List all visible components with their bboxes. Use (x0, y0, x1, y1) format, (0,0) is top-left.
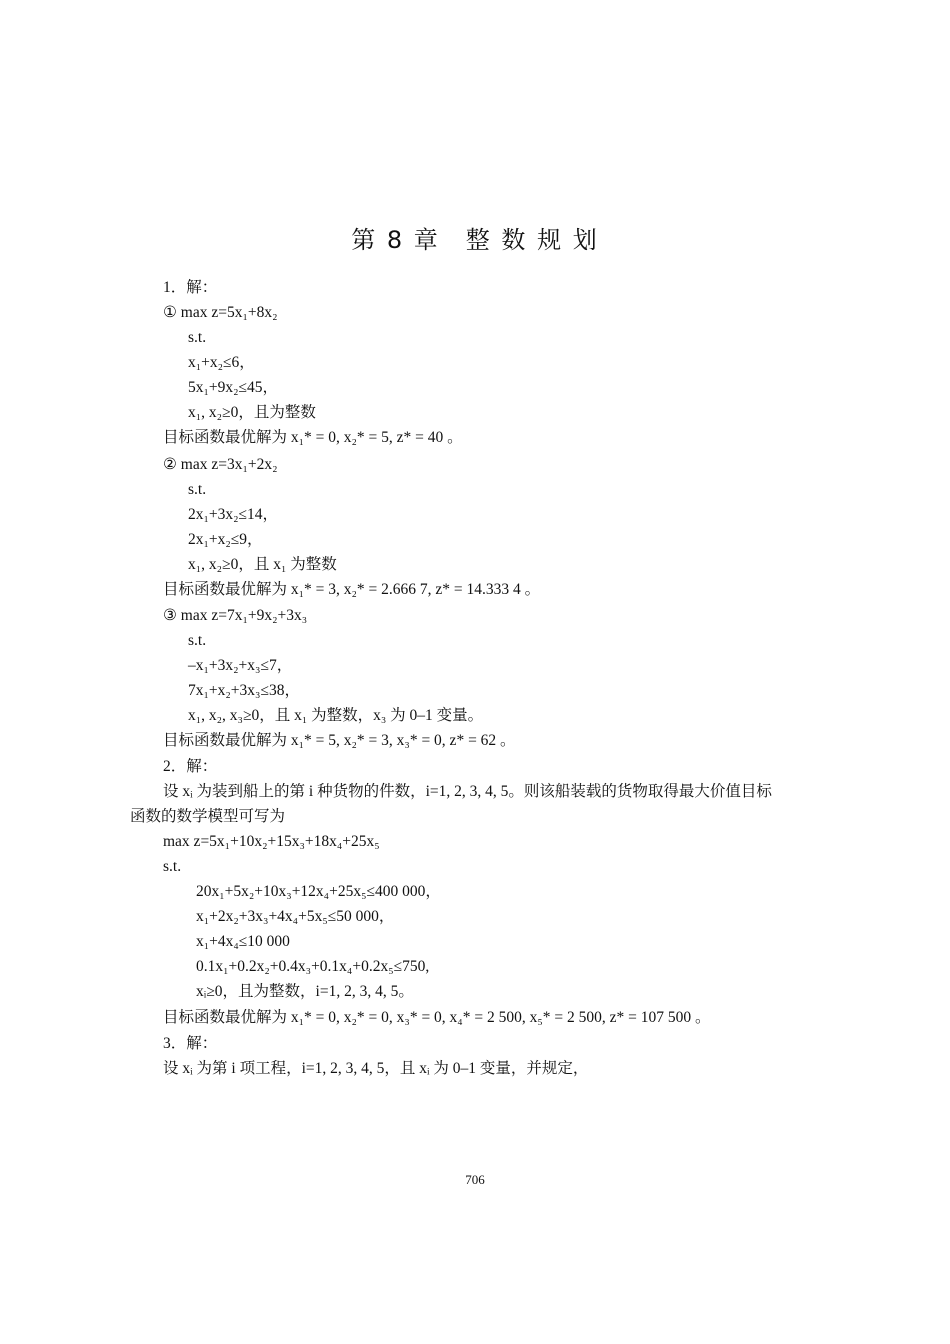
text-line-p1-1-c3: x₁, x₂≥0，且为整数 (188, 404, 316, 421)
text-line-p1-2-c3: x₁, x₂≥0，且 x₁ 为整数 (188, 556, 337, 573)
text-line-p2-obj: max z=5x₁+10x₂+15x₃+18x₄+25x₅ (163, 833, 380, 850)
text-line-p2-c3: x₁+4x₄≤10 000 (196, 933, 290, 950)
text-line-p2-c5: xᵢ≥0，且为整数，i=1, 2, 3, 4, 5。 (196, 983, 414, 1000)
text-line-p1-1-c1: x₁+x₂≤6， (188, 354, 255, 371)
text-line-p1-3-sol: 目标函数最优解为 x₁* = 5, x₂* = 3, x₃* = 0, z* = 62 。 (163, 732, 516, 749)
text-line-p2-c2: x₁+2x₂+3x₃+4x₄+5x₅≤50 000， (196, 908, 395, 925)
text-line-p2-sol: 目标函数最优解为 x₁* = 0, x₂* = 0, x₃* = 0, x₄* = 2 500, x₅* = 2 500, z* = 107 500 。 (163, 1009, 711, 1026)
text-line-p1-1-sol: 目标函数最优解为 x₁* = 0, x₂* = 5, z* = 40 。 (163, 429, 463, 446)
text-line-p1-3-c1: –x₁+3x₂+x₃≤7， (188, 657, 293, 674)
text-line-p1-2-c1: 2x₁+3x₂≤14， (188, 506, 279, 523)
text-line-p1-head: 1．解： (163, 279, 218, 296)
text-line-p2-intro-1: 设 xᵢ 为装到船上的第 i 种货物的件数，i=1, 2, 3, 4, 5。则该船装载的货物取得最大价值目标 (163, 783, 772, 800)
text-line-p1-2-sol: 目标函数最优解为 x₁* = 3, x₂* = 2.666 7, z* = 14.333 4 。 (163, 581, 541, 598)
text-line-p1-3-obj: ③ max z=7x₁+9x₂+3x₃ (163, 607, 308, 624)
text-line-p2-c4: 0.1x₁+0.2x₂+0.4x₃+0.1x₄+0.2x₅≤750, (196, 958, 430, 975)
text-line-p3-intro: 设 xᵢ 为第 i 项工程，i=1, 2, 3, 4, 5，且 xᵢ 为 0–1 变量，并规定， (163, 1060, 589, 1077)
text-line-p1-3-st: s.t. (188, 632, 207, 649)
text-line-p2-head: 2．解： (163, 758, 218, 775)
text-line-p2-c1: 20x₁+5x₂+10x₃+12x₄+25x₅≤400 000， (196, 883, 441, 900)
text-line-p1-3-c2: 7x₁+x₂+3x₃≤38， (188, 682, 300, 699)
text-line-p2-intro-2: 函数的数学模型可写为 (130, 808, 286, 825)
text-line-p3-head: 3．解： (163, 1035, 218, 1052)
text-line-p1-1-obj: ① max z=5x₁+8x₂ (163, 304, 278, 321)
text-line-p1-2-c2: 2x₁+x₂≤9， (188, 531, 263, 548)
text-line-p1-2-obj: ② max z=3x₁+2x₂ (163, 456, 278, 473)
text-line-p1-1-st: s.t. (188, 329, 207, 346)
text-line-p1-2-st: s.t. (188, 481, 207, 498)
text-line-p1-1-c2: 5x₁+9x₂≤45， (188, 379, 279, 396)
page-number: 706 (465, 1172, 485, 1187)
text-line-p1-3-c3: x₁, x₂, x₃≥0，且 x₁ 为整数，x₃ 为 0–1 变量。 (188, 707, 484, 724)
text-line-p2-st: s.t. (163, 858, 182, 875)
page-title: 第 8 章 整 数 规 划 (351, 226, 599, 254)
